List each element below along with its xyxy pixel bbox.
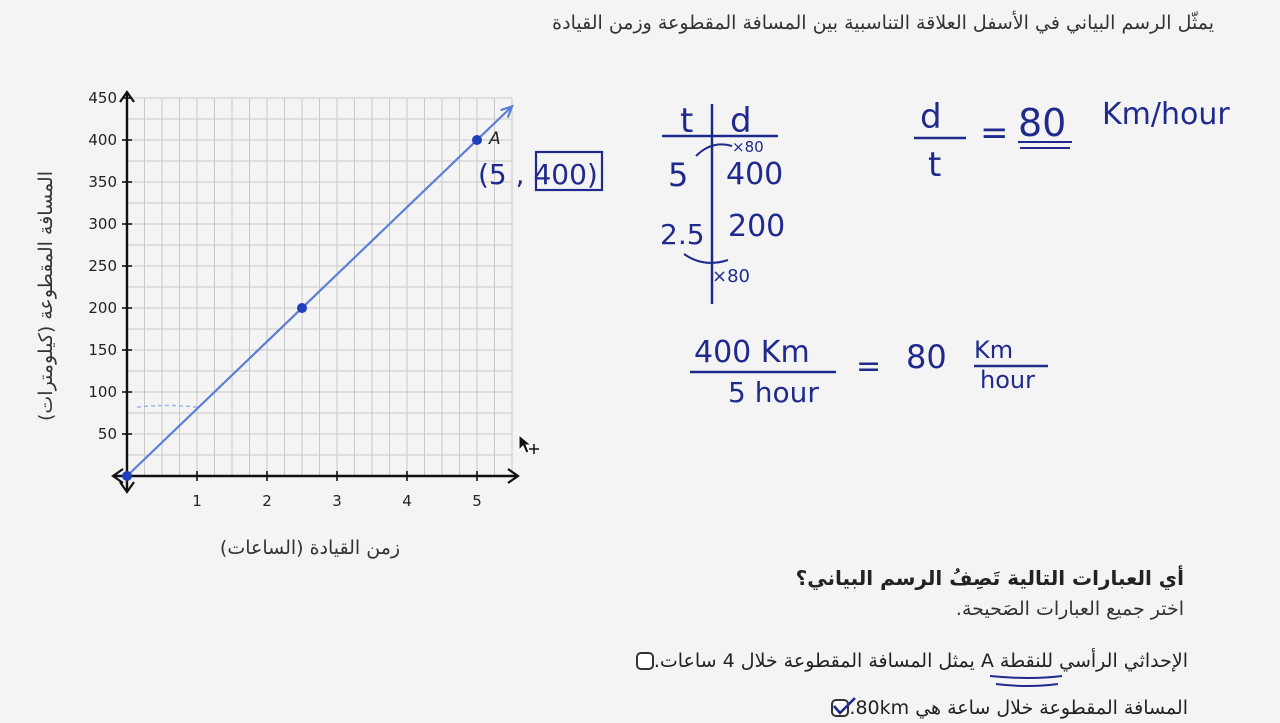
- dashed-guide: [137, 405, 197, 407]
- option-2[interactable]: [817, 693, 1188, 723]
- x-axis-label: زمن القيادة (الساعات): [219, 537, 401, 559]
- checkmark-icon: [831, 695, 857, 717]
- calc-denominator: 5 hour: [728, 376, 819, 409]
- multiplier-top: ×80: [732, 138, 764, 156]
- y-tick-label: 100: [88, 383, 117, 401]
- point-label-a: A: [489, 129, 501, 149]
- data-point: [297, 303, 307, 313]
- y-tick-label: 50: [97, 425, 117, 443]
- problem-prompt: يمثّل الرسم البياني في الأسفل العلاقة التناسبية بين المسافة المقطوعة وزمن القيادة: [552, 12, 1214, 34]
- calc-unit-numerator: Km: [974, 336, 1014, 364]
- x-tick-label: 4: [402, 492, 412, 510]
- x-tick-label: 2: [262, 492, 272, 510]
- row2-d: 200: [728, 209, 786, 244]
- question-title: أي العبارات التالية تَصِفُ الرسم البياني؟: [795, 566, 1184, 590]
- ratio-numerator: d: [920, 97, 942, 137]
- ratio-denominator: t: [928, 145, 942, 185]
- y-tick-label: 350: [88, 173, 117, 191]
- ratio-equals: =: [980, 113, 1009, 153]
- mouse-cursor-icon: [518, 434, 540, 458]
- y-tick-label: 200: [88, 299, 117, 317]
- question-instruction: اختر جميع العبارات الصَحيحة.: [955, 598, 1184, 620]
- option-2-checkbox[interactable]: [831, 699, 849, 717]
- y-tick-label: 150: [88, 341, 117, 359]
- table-d-header: d: [730, 101, 752, 141]
- calc-value: 80: [906, 338, 947, 376]
- ratio-value: 80: [1018, 101, 1067, 145]
- point-coords-note: (5 , 400): [478, 158, 598, 191]
- option-underline-1: [990, 676, 1062, 678]
- calc-unit-denominator: hour: [980, 366, 1035, 394]
- arrow-bottom: [684, 254, 728, 263]
- y-tick-label: 250: [88, 257, 117, 275]
- row2-t: 2.5: [660, 218, 705, 251]
- data-point: [122, 471, 132, 481]
- row1-t: 5: [668, 156, 689, 194]
- y-tick-label: 300: [88, 215, 117, 233]
- x-tick-label: 3: [332, 492, 342, 510]
- option-1-label: الإحداثي الرأسي للنقطة A يمثل المسافة المقطوعة خلال 4 ساعات.: [653, 650, 1188, 672]
- option-1[interactable]: [622, 646, 1188, 676]
- row1-d: 400: [726, 157, 784, 192]
- option-2-label: المسافة المقطوعة خلال ساعة هي 80km.: [849, 697, 1188, 719]
- arrow-top: [696, 144, 732, 156]
- x-tick-label: 1: [192, 492, 202, 510]
- y-tick-label: 450: [88, 89, 117, 107]
- y-axis-label: المسافة المقطوعة (كيلومترات): [35, 171, 57, 421]
- calc-equals: =: [856, 349, 882, 384]
- multiplier-bottom: ×80: [712, 266, 750, 287]
- x-tick-label: 5: [472, 492, 482, 510]
- calc-numerator: 400 Km: [694, 335, 810, 370]
- ratio-unit: Km/hour: [1102, 97, 1230, 132]
- distance-time-graph: [0, 0, 560, 520]
- option-underline-2: [996, 684, 1058, 686]
- option-1-checkbox[interactable]: [636, 652, 654, 670]
- y-tick-label: 400: [88, 131, 117, 149]
- table-t-header: t: [680, 101, 694, 141]
- data-point: [472, 135, 482, 145]
